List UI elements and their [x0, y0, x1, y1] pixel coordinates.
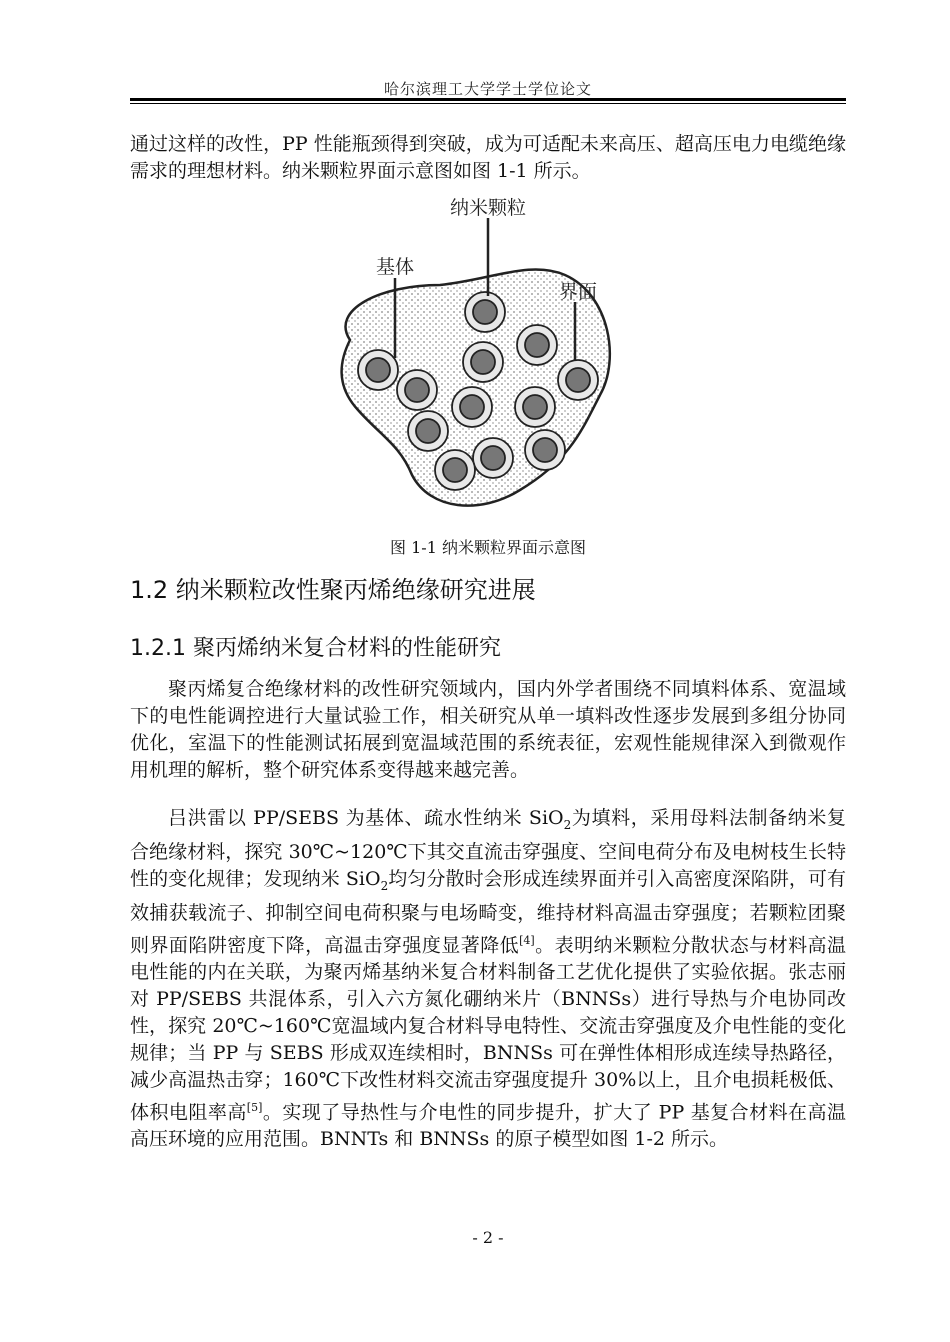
subscript-2: 2 — [563, 817, 572, 832]
label-nanoparticle: 纳米颗粒 — [449, 197, 527, 219]
header-rule-thick — [130, 98, 846, 101]
subscript-2: 2 — [380, 878, 389, 893]
label-matrix: 基体 — [375, 256, 415, 278]
label-interface: 界面 — [558, 281, 598, 303]
section-heading: 1.2 纳米颗粒改性聚丙烯绝缘研究进展 — [130, 576, 536, 604]
interface-diagram — [320, 190, 620, 530]
intro-paragraph: 通过这样的改性，PP 性能瓶颈得到突破，成为可适配未来高压、超高压电力电缆绝缘需求的理想材料。纳米颗粒界面示意图如图 1-1 所示。 — [130, 133, 846, 182]
para2-text-3: 均匀分散时会形成连续界面并引入高密度深陷阱，可有效捕获载流子、抑制空间电荷积聚与电场畸变，维持材料高温击穿强度；若颗粒团聚则界面陷阱密度下降，高温击穿强度显著降低 — [130, 867, 846, 956]
paragraph-1: 聚丙烯复合绝缘材料的改性研究领域内，国内外学者围绕不同填料体系、宽温域下的电性能调控进行大量试验工作，相关研究从单一填料改性逐步发展到多组分协同优化，室温下的性能测试拓展到宽温域范围的系统表征，宏观性能规律深入到微观作用机理的解析，整个研究体系变得越来越完善。 — [130, 678, 846, 781]
para2-text-4: 。表明纳米颗粒分散状态与材料高温电性能的内在关联，为聚丙烯基纳米复合材料制备工艺优化提供了实验依据。张志丽对 PP/SEBS 共混体系，引入六方氮化硼纳米片（BNNSs）进行导热与介电协同改性，探究 20℃~160℃宽温域内复合材料导电特性、交流击穿强度及介电性能的变化规律；当 PP 与 SEBS 形成双连续相时，BNNSs 可在弹性体相形成连续导热路径，减少高温热击穿；160℃下改性材料交流击穿强度提升 30%以上，且介电损耗极低、体积电阻率高 — [130, 933, 846, 1124]
para2-text-2: 为填料，采用母料法制备纳米复合绝缘材料，探究 30℃~120℃下其交直流击穿强度、空间电荷分布及电树枝生长特性的变化规律；发现纳米 SiO — [130, 807, 846, 890]
page-header: 哈尔滨理工大学学士学位论文 — [383, 80, 592, 98]
para2-text-5: 。实现了导热性与介电性的同步提升，扩大了 PP 基复合材料在高温高压环境的应用范围。BNNTs 和 BNNSs 的原子模型如图 1-2 所示。 — [130, 1101, 846, 1151]
figure-caption: 图 1-1 纳米颗粒界面示意图 — [390, 538, 586, 557]
page-number: - 2 - — [472, 1228, 504, 1247]
citation-ref: [4] — [519, 933, 535, 947]
figure-nanoparticle-interface — [320, 190, 620, 534]
citation-ref: [5] — [246, 1100, 263, 1114]
paragraph-2 — [130, 805, 846, 1153]
header-rule-thin — [130, 103, 846, 104]
para2-text-1: 吕洪雷以 PP/SEBS 为基体、疏水性纳米 SiO — [168, 807, 564, 829]
subsection-heading: 1.2.1 聚丙烯纳米复合材料的性能研究 — [130, 636, 501, 661]
